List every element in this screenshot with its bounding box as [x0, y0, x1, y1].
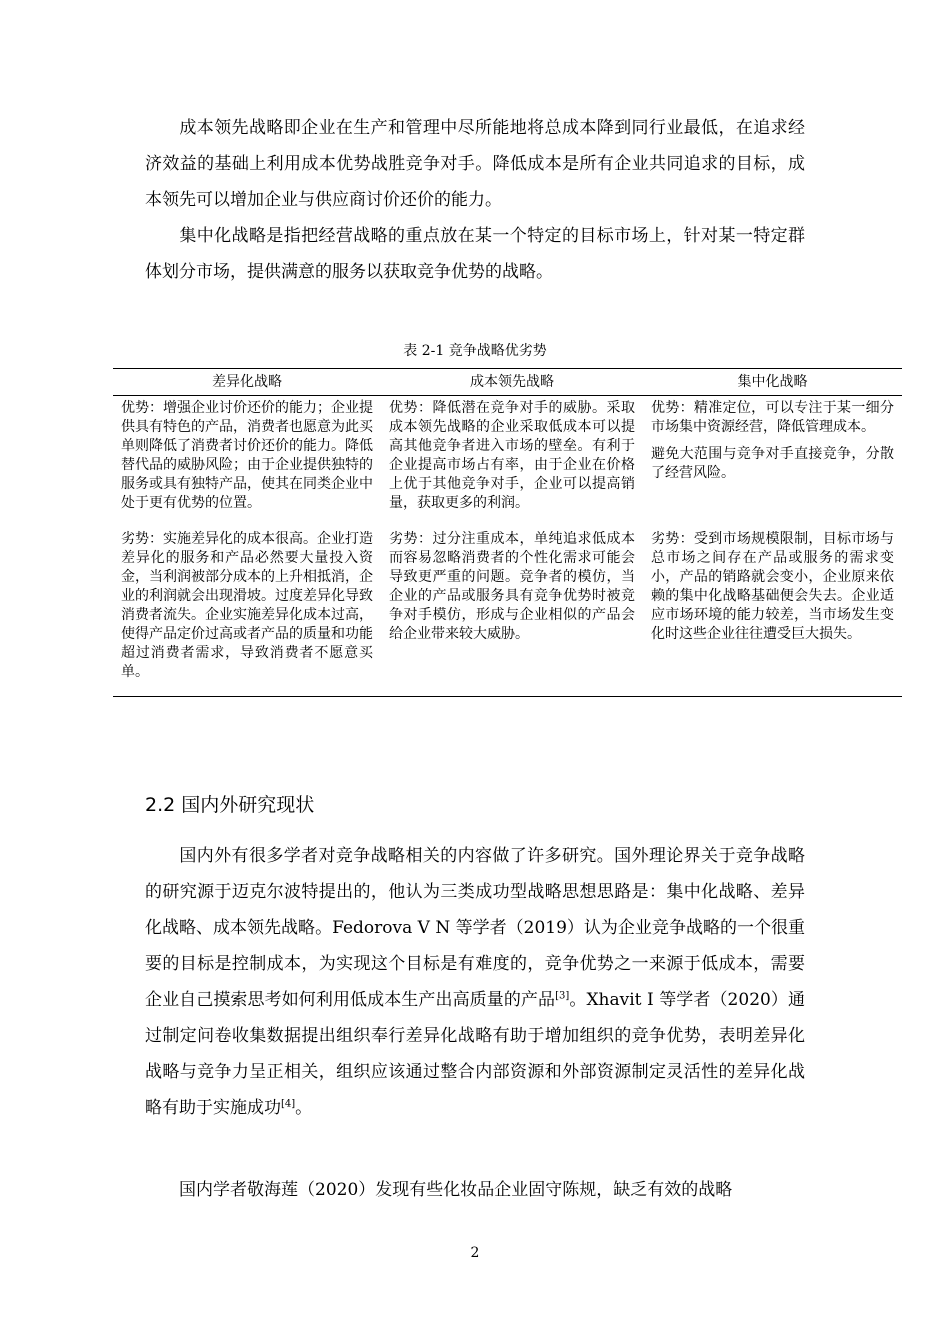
cell-focus-advantage: 优势：精准定位，可以专注于某一细分市场集中资源经营，降低管理成本。 避免大范围与竞争对手直接竞争，分散了经营风险。: [651, 400, 894, 481]
table-header-row: [113, 369, 902, 396]
research-paragraph-foreign: 国内外有很多学者对竞争战略相关的内容做了许多研究。国外理论界关于竞争战略的研究源于迈克尔波特提出的，他认为三类成功型战略思想思路是：集中化战略、差异化战略、成本领先战略。Fedorova V N 等学者（2019）认为企业竞争战略的一个很重要的目标是控制成本，为实现这个目标是有难度的，竞争优势之一来源于低成本，需要企业自己摸索思考如何利用低成本生产出高质量的产品[3]。Xhavit I 等学者（2020）通过制定问卷收集数据提出组织奉行差异化战略有助于增加组织的竞争优势，表明差异化战略与竞争力呈正相关，组织应该通过整合内部资源和外部资源制定灵活性的差异化战略有助于实施成功[4]。: [145, 846, 805, 1118]
citation-4: [4]: [281, 1098, 296, 1110]
cell-differentiation-disadvantage: 劣势：实施差异化的成本很高。企业打造差异化的服务和产品必然要大量投入资金，当利润被部分成本的上升相抵消，企业的利润就会出现滑坡。过度差异化导致消费者流失。企业实施差异化成本过高，使得产品定价过高或者产品的质量和功能超过消费者需求，导致消费者不愿意买单。: [113, 527, 381, 697]
page-number: 2: [470, 1245, 480, 1261]
intro-p2-text: 集中化战略是指把经营战略的重点放在某一个特定的目标市场上，针对某一特定群体划分市场，提供满意的服务以获取竞争优势的战略。: [145, 226, 805, 282]
cell-cost-leadership-disadvantage: 劣势：过分注重成本，单纯追求低成本而容易忽略消费者的个性化需求可能会导致更严重的问题。竞争者的模仿，当企业的产品或服务具有竞争优势时被竞争对手模仿，形成与企业相似的产品会给企业带来较大威胁。: [381, 527, 643, 697]
header-cost-leadership: 成本领先战略: [381, 369, 643, 396]
intro-paragraph-focus: [145, 218, 805, 290]
header-differentiation: 差异化战略: [113, 369, 381, 396]
research-paragraph-domestic: 国内学者敬海莲（2020）发现有些化妆品企业固守陈规，缺乏有效的战略: [179, 1180, 733, 1200]
table-caption: 表 2-1 竞争战略优劣势: [403, 343, 547, 359]
header-focus: 集中化战略: [643, 369, 902, 396]
cell-differentiation-advantage: 优势：增强企业讨价还价的能力；企业提供具有特色的产品，消费者也愿意为此买单则降低了消费者讨价还价的能力。降低替代品的威胁风险；由于企业提供独特的服务或具有独特产品，使其在同类企业中处于更有优势的位置。: [121, 400, 373, 511]
cell-focus-disadvantage: 劣势：受到市场规模限制，目标市场与总市场之间存在产品或服务的需求变小，产品的销路就会变小，企业原来依赖的集中化战略基础便会失去。企业适应市场环境的能力较差，当市场发生变化时这些企业往往遭受巨大损失。: [643, 527, 902, 697]
intro-paragraph-cost-leadership: [145, 110, 805, 218]
intro-p1-text: 成本领先战略即企业在生产和管理中尽所能地将总成本降到同行业最低，在追求经济效益的基础上利用成本优势战胜竞争对手。降低成本是所有企业共同追求的目标，成本领先可以增加企业与供应商讨价还价的能力。: [145, 118, 805, 210]
table-row-disadvantages: [113, 527, 902, 697]
table-row-advantages: [113, 396, 902, 528]
citation-3: [3]: [555, 990, 570, 1002]
section-heading: 2.2 国内外研究现状: [145, 794, 315, 816]
strategy-comparison-table: [113, 368, 902, 697]
cell-cost-leadership-advantage: 优势：降低潜在竞争对手的威胁。采取成本领先战略的企业采取低成本可以提高其他竞争者进入市场的壁垒。有利于企业提高市场占有率，由于企业在价格上优于其他竞争对手，企业可以提高销量，获取更多的利润。: [389, 400, 635, 511]
